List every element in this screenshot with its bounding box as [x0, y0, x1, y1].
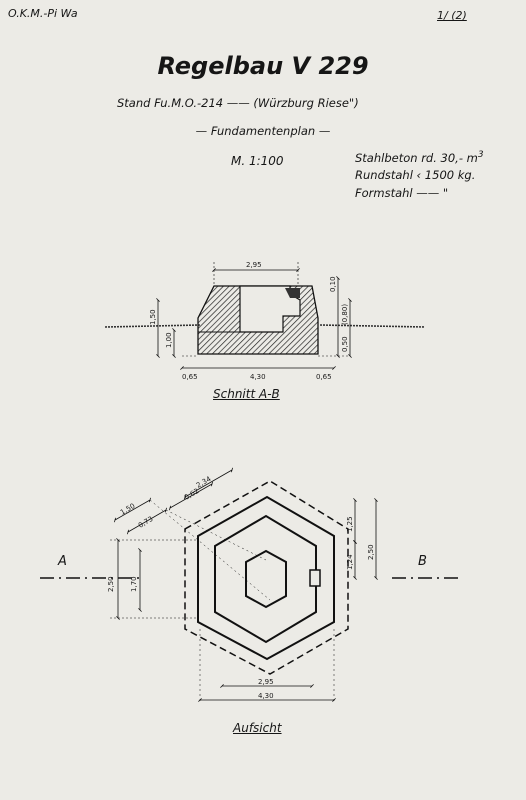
material-form-steel: Formstahl —— "	[355, 186, 449, 200]
material-concrete-text: Stahlbeton rd. 30,- m	[355, 150, 478, 165]
plan-notch	[310, 570, 320, 586]
section-view	[105, 261, 425, 381]
plan-dim-left-outer-label: 2,50	[107, 576, 115, 592]
hexagon-outer-dashed	[185, 481, 348, 674]
section-caption: Schnitt A-B	[213, 387, 280, 401]
dim-total-width: 4,30	[250, 373, 266, 381]
plan-dim-right-a-label: 1,25	[346, 516, 354, 532]
material-concrete-unit: 3	[477, 150, 484, 160]
plan-dim-bottom-outer-label: 4,30	[258, 692, 274, 700]
plan-caption: Aufsicht	[233, 721, 282, 735]
plan-title: — Fundamentenplan —	[195, 124, 331, 138]
plan-dim-top-b-label: 0,62	[183, 487, 201, 502]
plan-view	[40, 470, 462, 704]
plan-dim-right-b-label: 1,24	[346, 554, 354, 570]
drawing-title: Regelbau V 229	[157, 52, 369, 80]
plan-dim-right-outer-label: 2,50	[367, 544, 375, 560]
dim-left-lower: 1,00	[165, 332, 173, 348]
plan-dim-bottom-inner-label: 2,95	[258, 678, 274, 686]
material-round-steel: Rundstahl ‹ 1500 kg.	[355, 168, 476, 182]
dim-left-edge: 0,65	[182, 373, 198, 381]
dim-top-width: 2,95	[246, 261, 262, 269]
hexagon-inner-wall	[215, 516, 316, 642]
ground-right	[320, 325, 425, 327]
office-reference: O.K.M.-Pi Wa	[8, 7, 78, 20]
dim-right-edge: 0,65	[316, 373, 332, 381]
cut-label-a: A	[58, 554, 67, 569]
dim-right-mid: (0,80)	[341, 303, 349, 325]
dim-right-lower: 0,50	[341, 336, 349, 352]
stand-line: Stand Fu.M.O.-214 —— (Würzburg Riese")	[117, 96, 359, 110]
plan-dim-top-c-label: 1,50	[119, 502, 137, 517]
scale-label: M. 1:100	[231, 154, 284, 168]
dim-left-height: 1,50	[149, 309, 157, 325]
dim-right-top: 0,10	[329, 276, 337, 292]
sheet-number-text: 1/ (2)	[437, 9, 467, 22]
hexagon-core	[246, 551, 286, 607]
cut-label-b: B	[418, 554, 427, 569]
plan-dim-left-inner-label: 1,70	[130, 576, 138, 592]
plan-dim-top-d-label: 0,73	[137, 515, 155, 530]
plan-dim-top-a-label: 2,34	[195, 475, 213, 490]
